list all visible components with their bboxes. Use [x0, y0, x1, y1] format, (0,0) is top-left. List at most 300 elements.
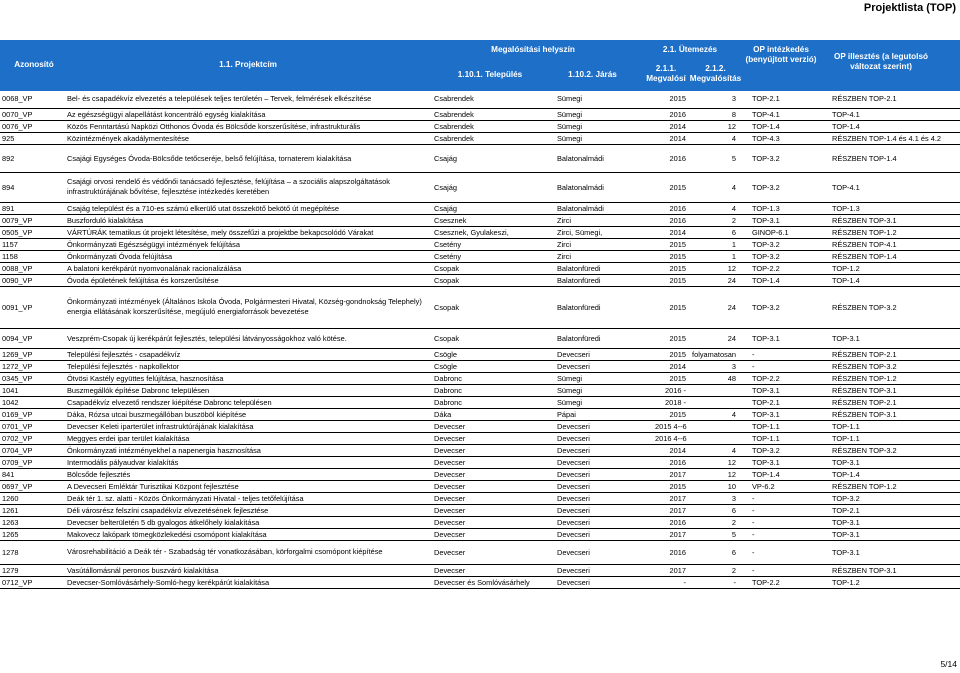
row-op: TOP-3.2 [752, 153, 780, 163]
row-op: TOP-3.2 [752, 445, 780, 455]
row-title: Meggyes erdei ipar terület kialakítása [67, 433, 190, 443]
table-row [0, 286, 960, 328]
row-title: VÁRTÚRÁK tematikus út projekt létesítése, mely összefűzi a projektbe bekapcsolódó Várakat [67, 227, 374, 237]
row-op: TOP-2.1 [752, 94, 780, 104]
row-year: 2014 [669, 121, 686, 131]
row-duration: 3 [731, 361, 736, 371]
row-title: Csajági Egységes Óvoda-Bölcsőde tetőcseréje, belső felújítása, tornaterem kialakítása [67, 153, 352, 163]
row-duration: 4 [731, 445, 736, 455]
row-district: Zirci, Sümegi, [557, 227, 603, 237]
row-id: 0076_VP [2, 121, 33, 131]
row-duration: - [733, 577, 736, 587]
row-duration: 12 [727, 121, 736, 131]
row-year: 2015 [669, 275, 686, 285]
row-district: Devecseri [557, 481, 590, 491]
row-district: Zirci [557, 239, 571, 249]
row-op: TOP-1.1 [752, 433, 780, 443]
row-title: Csajági orvosi rendelő és védőnői tanácsadó fejlesztése, felújítása – a szociális alapszolgáltatások infrastruktúrájának bővítése, fejlesztése intézkedés keretében [67, 177, 390, 196]
header-helyszin: Megalósítási helyszín [491, 45, 575, 54]
header-utemezes: 2.1. Ütemezés [662, 45, 718, 54]
row-year: 2014 [669, 361, 686, 371]
row-duration: 6 [731, 227, 736, 237]
row-duration: 6 [731, 547, 736, 557]
row-fit: RÉSZBEN TOP-1.4 [832, 153, 897, 163]
row-district: Devecseri [557, 421, 590, 431]
row-id: 0094_VP [2, 333, 33, 343]
row-title: Buszforduló kialakítása [67, 215, 143, 225]
row-district: Sümegi [557, 373, 583, 383]
table-row [0, 226, 960, 238]
row-id: 1272_VP [2, 361, 33, 371]
row-fit: TOP-3.1 [832, 457, 860, 467]
row-duration: 24 [727, 275, 736, 285]
table-row [0, 480, 960, 492]
row-id: 892 [2, 153, 15, 163]
row-fit: TOP-1.2 [832, 263, 860, 273]
row-town: Devecser [434, 529, 466, 539]
row-district: Devecseri [557, 457, 590, 467]
table-row [0, 420, 960, 432]
row-id: 0079_VP [2, 215, 33, 225]
row-title: Deák tér 1. sz. alatti - Közös Önkormányzati Hivatal - teljes tetőfelújítása [67, 493, 304, 503]
row-id: 891 [2, 203, 15, 213]
row-op: - [752, 547, 755, 557]
row-op: TOP-4.3 [752, 133, 780, 143]
row-district: Devecseri [557, 493, 590, 503]
row-title: Veszprém-Csopak új kerékpárút fejlesztés, települési látványosságokhoz való kötése. [67, 333, 347, 343]
row-op: TOP-3.1 [752, 215, 780, 225]
row-year: 2015 [669, 251, 686, 261]
row-title: A Devecseri Emléktár Turisztikai Központ fejlesztése [67, 481, 239, 491]
row-title: Devecser-Somlóvásárhely-Somló-hegy kerékpárút kialakítása [67, 577, 270, 587]
row-year: 2014 [669, 227, 686, 237]
row-title: Déli városrész felszíni csapadékvíz elvezetésének fejlesztése [67, 505, 269, 515]
row-district: Balatonalmádi [557, 153, 604, 163]
table-row [0, 492, 960, 504]
row-town: Csajág [434, 182, 458, 192]
row-title: Önkormányzati Óvoda felújítása [67, 251, 173, 261]
row-title: Óvoda épületének felújítása és korszerűsítése [67, 275, 219, 285]
row-district: Devecseri [557, 529, 590, 539]
row-id: 0712_VP [2, 577, 33, 587]
row-fit: TOP-2.1 [832, 505, 860, 515]
table-row [0, 120, 960, 132]
row-district: Devecseri [557, 469, 590, 479]
row-town: Devecser [434, 469, 466, 479]
row-year: 2017 [669, 493, 686, 503]
row-duration [688, 384, 738, 396]
row-year: 2015 [669, 302, 686, 312]
row-year: 2015 [669, 481, 686, 491]
table-row [0, 90, 960, 108]
row-town: Csetény [434, 251, 462, 261]
table-row [0, 274, 960, 286]
row-op: - [752, 517, 755, 527]
table-row [0, 238, 960, 250]
row-op: TOP-3.1 [752, 457, 780, 467]
table-row [0, 504, 960, 516]
row-fit: TOP-3.2 [832, 493, 860, 503]
row-duration: 5 [731, 529, 736, 539]
row-year: 2017 [669, 505, 686, 515]
table-row [0, 408, 960, 420]
row-id: 0704_VP [2, 445, 33, 455]
row-duration: 3 [731, 493, 736, 503]
row-title: Közös Fenntartású Napközi Otthonos Óvoda és Bölcsőde korszerűsítése, infrastrukturális [67, 121, 361, 131]
row-town: Csopak [434, 263, 460, 273]
row-id: 1157 [2, 239, 18, 249]
row-district: Devecseri [557, 445, 590, 455]
row-fit: RÉSZBEN TOP-3.1 [832, 565, 897, 575]
row-duration: 3 [731, 94, 736, 104]
row-fit: RÉSZBEN TOP-3.1 [832, 215, 897, 225]
table-row [0, 384, 960, 396]
table-row [0, 396, 960, 408]
row-fit: TOP-1.4 [832, 275, 860, 285]
table-row [0, 250, 960, 262]
row-town: Csögle [434, 361, 458, 371]
table-row [0, 360, 960, 372]
row-town: Devecser [434, 565, 466, 575]
row-title: Települési fejlesztés - csapadékvíz [67, 349, 181, 359]
row-op: TOP-3.1 [752, 409, 780, 419]
row-district: Sümegi [557, 133, 583, 143]
header-op-illesztes: OP illesztés (a legutolsó változat szerint) [833, 52, 929, 71]
row-title: Bölcsőde fejlesztés [67, 469, 131, 479]
row-fit: TOP-1.4 [832, 469, 860, 479]
row-fit: TOP-4.1 [832, 109, 860, 119]
row-fit: TOP-1.3 [832, 203, 860, 213]
row-title: Csajág települést és a 710-es számú elkerülő utat összekötő bekötő út megépítése [67, 203, 339, 213]
row-year: 2018 - [665, 397, 686, 407]
row-id: 1041 [2, 385, 19, 395]
row-year: 2015 [669, 239, 686, 249]
row-district: Devecseri [557, 505, 590, 515]
row-id: 1261 [2, 505, 19, 515]
row-op: GINOP-6.1 [752, 227, 789, 237]
row-duration: 24 [727, 333, 736, 343]
row-duration: 1 [731, 251, 736, 261]
row-op: TOP-1.4 [752, 469, 780, 479]
row-year: 2014 [669, 133, 686, 143]
row-id: 0701_VP [2, 421, 33, 431]
row-town: Csajág [434, 153, 458, 163]
row-year: 2017 [669, 469, 686, 479]
row-op: TOP-4.1 [752, 109, 780, 119]
row-town: Csajág [434, 203, 458, 213]
row-op: - [752, 505, 755, 515]
row-duration: 2 [731, 565, 736, 575]
row-town: Dabronc [434, 385, 462, 395]
row-id: 0070_VP [2, 109, 33, 119]
row-op: TOP-2.2 [752, 577, 780, 587]
page-number: 5/14 [940, 659, 957, 669]
row-district: Zirci [557, 251, 571, 261]
project-table [0, 90, 960, 589]
header-megvalosi: 2.1.1. Megvalósí [646, 64, 686, 83]
row-op: TOP-3.2 [752, 302, 780, 312]
row-op: - [752, 349, 755, 359]
row-duration: 48 [727, 373, 736, 383]
row-year: 2015 [669, 373, 686, 383]
header-jaras: 1.10.2. Járás [568, 70, 617, 79]
header-azonosito: Azonosító [14, 60, 54, 69]
row-fit: RÉSZBEN TOP-3.1 [832, 385, 897, 395]
row-id: 0709_VP [2, 457, 33, 467]
row-fit: RÉSZBEN TOP-3.1 [832, 409, 897, 419]
row-town: Csopak [434, 302, 460, 312]
row-id: 841 [2, 469, 15, 479]
row-id: 1260 [2, 493, 19, 503]
row-district: Zirci [557, 215, 571, 225]
table-row [0, 432, 960, 444]
row-year: 2016 4--6 [655, 433, 687, 443]
row-fit: RÉSZBEN TOP-2.1 [832, 397, 897, 407]
row-town: Devecser [434, 481, 466, 491]
row-town: Devecser [434, 433, 466, 443]
row-town: Devecser és Somlóvásárhely [434, 577, 530, 587]
header-projektcim: 1.1. Projektcím [219, 60, 277, 69]
row-op: VP-6.2 [752, 481, 775, 491]
row-town: Csabrendek [434, 94, 474, 104]
row-town: Csabrendek [434, 133, 474, 143]
row-title: Dáka, Rózsa utcai buszmegállóban buszöböl kiépítése [67, 409, 247, 419]
row-title: Buszmegállók építése Dabronc településen [67, 385, 210, 395]
row-fit: RÉSZBEN TOP-1.4 és 4.1 és 4.2 [832, 133, 941, 143]
row-duration: 4 [731, 409, 736, 419]
row-duration: 1 [731, 239, 736, 249]
row-id: 0088_VP [2, 263, 33, 273]
row-year: 2015 [669, 349, 686, 359]
row-district: Sümegi [557, 121, 583, 131]
row-op: - [752, 493, 755, 503]
row-title: Vasútállomásnál peronos buszváró kialakítása [67, 565, 219, 575]
row-id: 1263 [2, 517, 19, 527]
row-duration: 12 [727, 469, 736, 479]
row-op: TOP-1.1 [752, 421, 780, 431]
table-row [0, 528, 960, 540]
row-fit: RÉSZBEN TOP-3.2 [832, 302, 897, 312]
row-town: Devecser [434, 421, 466, 431]
row-district: Sümegi [557, 94, 583, 104]
row-fit: TOP-3.1 [832, 333, 860, 343]
row-town: Devecser [434, 505, 466, 515]
row-op: TOP-1.4 [752, 275, 780, 285]
row-district: Balatonfüredi [557, 275, 601, 285]
row-op: TOP-1.4 [752, 121, 780, 131]
row-duration [688, 396, 738, 408]
header-megvalositas: 2.1.2. Megvalósítás [689, 64, 742, 83]
row-year: 2015 [669, 333, 686, 343]
row-district: Devecseri [557, 433, 590, 443]
row-title: Közintézmények akadálymentesítése [67, 133, 190, 143]
row-town: Csögle [434, 349, 458, 359]
row-title: Intermodális pályaudvar kialakítás [67, 457, 179, 467]
row-fit: TOP-1.4 [832, 121, 860, 131]
row-duration: 24 [727, 302, 736, 312]
row-town: Devecser [434, 517, 466, 527]
row-id: 0090_VP [2, 275, 33, 285]
row-id: 1158 [2, 251, 18, 261]
row-id: 0068_VP [2, 94, 33, 104]
table-row [0, 214, 960, 226]
row-duration [688, 432, 738, 444]
row-op: TOP-3.1 [752, 333, 780, 343]
table-row [0, 144, 960, 172]
row-district: Devecseri [557, 361, 590, 371]
row-town: Csesznek, Gyulakeszi, [434, 227, 509, 237]
row-title: A balatoni kerékpárút nyomvonalának racionalizálása [67, 263, 242, 273]
row-id: 1042 [2, 397, 19, 407]
row-op: - [752, 529, 755, 539]
row-fit: RÉSZBEN TOP-3.2 [832, 361, 897, 371]
table-row [0, 202, 960, 214]
row-town: Devecser [434, 457, 466, 467]
row-op: TOP-2.2 [752, 373, 780, 383]
row-fit: TOP-4.1 [832, 182, 860, 192]
row-op: TOP-1.3 [752, 203, 780, 213]
row-duration: 12 [727, 263, 736, 273]
row-year: 2017 [669, 565, 686, 575]
row-fit: RÉSZBEN TOP-1.2 [832, 373, 897, 383]
row-title: Devecser belterületén 5 db gyalogos átkelőhely kialakítása [67, 517, 260, 527]
table-row [0, 132, 960, 144]
row-duration: 6 [731, 505, 736, 515]
row-fit: TOP-1.1 [832, 433, 860, 443]
row-duration: 2 [731, 517, 736, 527]
table-row [0, 468, 960, 480]
row-fit: TOP-3.1 [832, 547, 860, 557]
row-title: Bel- és csapadékvíz elvezetés a települések teljes területén – Tervek, felmérések elkészítése [67, 94, 372, 104]
row-year: 2016 [669, 109, 686, 119]
row-id: 1265 [2, 529, 19, 539]
row-fit: TOP-1.2 [832, 577, 860, 587]
row-year: 2016 - [665, 385, 686, 395]
row-op: - [752, 565, 755, 575]
row-year: 2016 [669, 153, 686, 163]
row-id: 1269_VP [2, 349, 33, 359]
row-town: Dabronc [434, 373, 462, 383]
table-row [0, 444, 960, 456]
table-row [0, 576, 960, 588]
row-town: Devecser [434, 493, 466, 503]
row-duration: 4 [731, 203, 736, 213]
row-id: 0345_VP [2, 373, 33, 383]
row-duration: 10 [727, 481, 736, 491]
row-district: Sümegi [557, 397, 583, 407]
row-year: 2015 [669, 94, 686, 104]
row-title: Önkormányzati intézményekhel a napenergia hasznosítása [67, 445, 261, 455]
row-op: TOP-3.2 [752, 251, 780, 261]
row-year: 2015 [669, 409, 686, 419]
row-title: Az egészségügyi alapellátást koncentráló egység kialakítása [67, 109, 266, 119]
row-op: TOP-3.1 [752, 385, 780, 395]
row-op: TOP-3.2 [752, 182, 780, 192]
row-op: - [752, 361, 755, 371]
row-fit: RÉSZBEN TOP-2.1 [832, 94, 897, 104]
row-title: Települési fejlesztés - napkollektor [67, 361, 180, 371]
page-title: Projektlista (TOP) [863, 2, 956, 14]
row-year: 2016 [669, 547, 686, 557]
row-district: Balatonalmádi [557, 182, 604, 192]
row-title: Devecser Keleti iparterület infrastruktúrájának kialakítása [67, 421, 254, 431]
row-district: Balatonfüredi [557, 302, 601, 312]
row-district: Pápai [557, 409, 576, 419]
row-duration: folyamatosan [692, 349, 736, 359]
row-op: TOP-3.2 [752, 239, 780, 249]
row-year: 2015 [669, 263, 686, 273]
row-year: 2016 [669, 457, 686, 467]
row-fit: TOP-1.1 [832, 421, 860, 431]
row-year: 2015 [669, 182, 686, 192]
row-fit: RÉSZBEN TOP-1.4 [832, 251, 897, 261]
row-op: TOP-2.1 [752, 397, 780, 407]
row-id: 925 [2, 133, 15, 143]
row-town: Csesznek [434, 215, 467, 225]
row-district: Devecseri [557, 577, 590, 587]
table-header [0, 40, 960, 91]
row-town: Csetény [434, 239, 462, 249]
table-row [0, 172, 960, 202]
row-title: Önkormányzati Egészségügyi intézmények felújítása [67, 239, 240, 249]
row-town: Dáka [434, 409, 452, 419]
row-id: 0505_VP [2, 227, 33, 237]
table-row [0, 108, 960, 120]
row-duration: 2 [731, 215, 736, 225]
row-district: Balatonfüredi [557, 263, 601, 273]
table-row [0, 564, 960, 576]
header-telepules: 1.10.1. Település [457, 70, 523, 79]
row-year: 2014 [669, 445, 686, 455]
row-fit: RÉSZBEN TOP-4.1 [832, 239, 897, 249]
row-town: Csopak [434, 333, 460, 343]
row-year: 2015 4--6 [655, 421, 687, 431]
row-duration: 12 [727, 457, 736, 467]
row-district: Balatonalmádi [557, 203, 604, 213]
row-fit: TOP-3.1 [832, 529, 860, 539]
table-row [0, 456, 960, 468]
row-title: Ötvösi Kastély együttes felújítása, hasznosítása [67, 373, 224, 383]
header-op-intezkedes: OP intézkedés (benyújtott verzió) [745, 45, 817, 64]
row-fit: RÉSZBEN TOP-1.2 [832, 227, 897, 237]
row-town: Csopak [434, 275, 460, 285]
row-duration: 4 [731, 182, 736, 192]
row-id: 0697_VP [2, 481, 33, 491]
row-duration: 8 [731, 109, 736, 119]
row-district: Balatonfüredi [557, 333, 601, 343]
table-row [0, 262, 960, 274]
row-id: 0169_VP [2, 409, 33, 419]
row-year: - [683, 577, 686, 587]
row-op: TOP-2.2 [752, 263, 780, 273]
row-id: 894 [2, 182, 15, 192]
row-town: Dabronc [434, 397, 462, 407]
row-id: 0091_VP [2, 302, 33, 312]
row-title: Önkormányzati intézmények (Általános Iskola Óvoda, Polgármesteri Hivatal, Község-gondnokság Telephely) energia ellátásának korszerűsítése, megújuló energiaforrások bevezetése [67, 297, 422, 316]
row-year: 2016 [669, 517, 686, 527]
row-duration: 5 [731, 153, 736, 163]
row-town: Csabrendek [434, 121, 474, 131]
row-district: Devecseri [557, 547, 590, 557]
row-fit: RÉSZBEN TOP-1.2 [832, 481, 897, 491]
row-district: Sümegi [557, 385, 583, 395]
row-duration [688, 420, 738, 432]
table-row [0, 328, 960, 348]
row-title: Makovecz lakópark tömegközlekedési csomópont kialakítása [67, 529, 267, 539]
table-row [0, 348, 960, 360]
table-row [0, 516, 960, 528]
row-id: 0702_VP [2, 433, 33, 443]
